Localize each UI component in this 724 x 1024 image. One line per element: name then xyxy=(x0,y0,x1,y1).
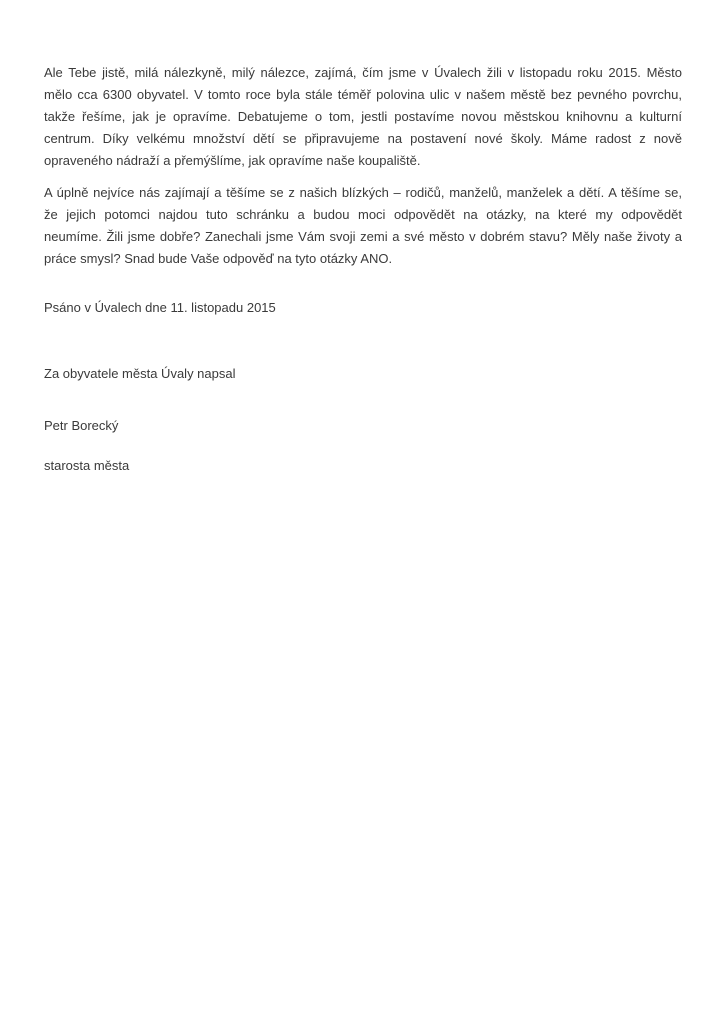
paragraph-1-line-5: opraveného nádraží a přemýšlíme, jak opravíme naše koupaliště. xyxy=(44,153,421,168)
attribution-line: Za obyvatele města Úvaly napsal xyxy=(44,366,236,381)
paragraph-1-line-4: centrum. Díky velkému množství dětí se připravujeme na postavení nové školy. Máme radost z nově xyxy=(44,131,682,146)
paragraph-2-line-2: že jejich potomci najdou tuto schránku a budou moci odpovědět na otázky, na které my odpovědět xyxy=(44,207,682,222)
paragraph-2-line-1: A úplně nejvíce nás zajímají a těšíme se z našich blízkých – rodičů, manželů, manželek a dětí. A těšíme se, xyxy=(44,185,682,200)
paragraph-1-line-3: takže řešíme, jak je opravíme. Debatujeme o tom, jestli postavíme novou městskou knihovnu a kulturní xyxy=(44,109,682,124)
date-line: Psáno v Úvalech dne 11. listopadu 2015 xyxy=(44,300,276,315)
author-title: starosta města xyxy=(44,458,130,473)
paragraph-1-line-2: mělo cca 6300 obyvatel. V tomto roce byla stále téměř polovina ulic v našem městě bez pevného povrchu, xyxy=(44,87,682,102)
document-content xyxy=(44,0,682,477)
paragraph-2-line-3: neumíme. Žili jsme dobře? Zanechali jsme Vám svoji zemi a své město v dobrém stavu? Měly naše životy a xyxy=(44,229,682,244)
author-name: Petr Borecký xyxy=(44,418,119,433)
paragraph-1-line-1: Ale Tebe jistě, milá nálezkyně, milý nálezce, zajímá, čím jsme v Úvalech žili v listopadu roku 2015. Město xyxy=(44,65,682,80)
paragraph-2-line-4: práce smysl? Snad bude Vaše odpověď na tyto otázky ANO. xyxy=(44,251,393,266)
paragraph-1 xyxy=(44,62,682,172)
paragraph-2 xyxy=(44,182,682,270)
